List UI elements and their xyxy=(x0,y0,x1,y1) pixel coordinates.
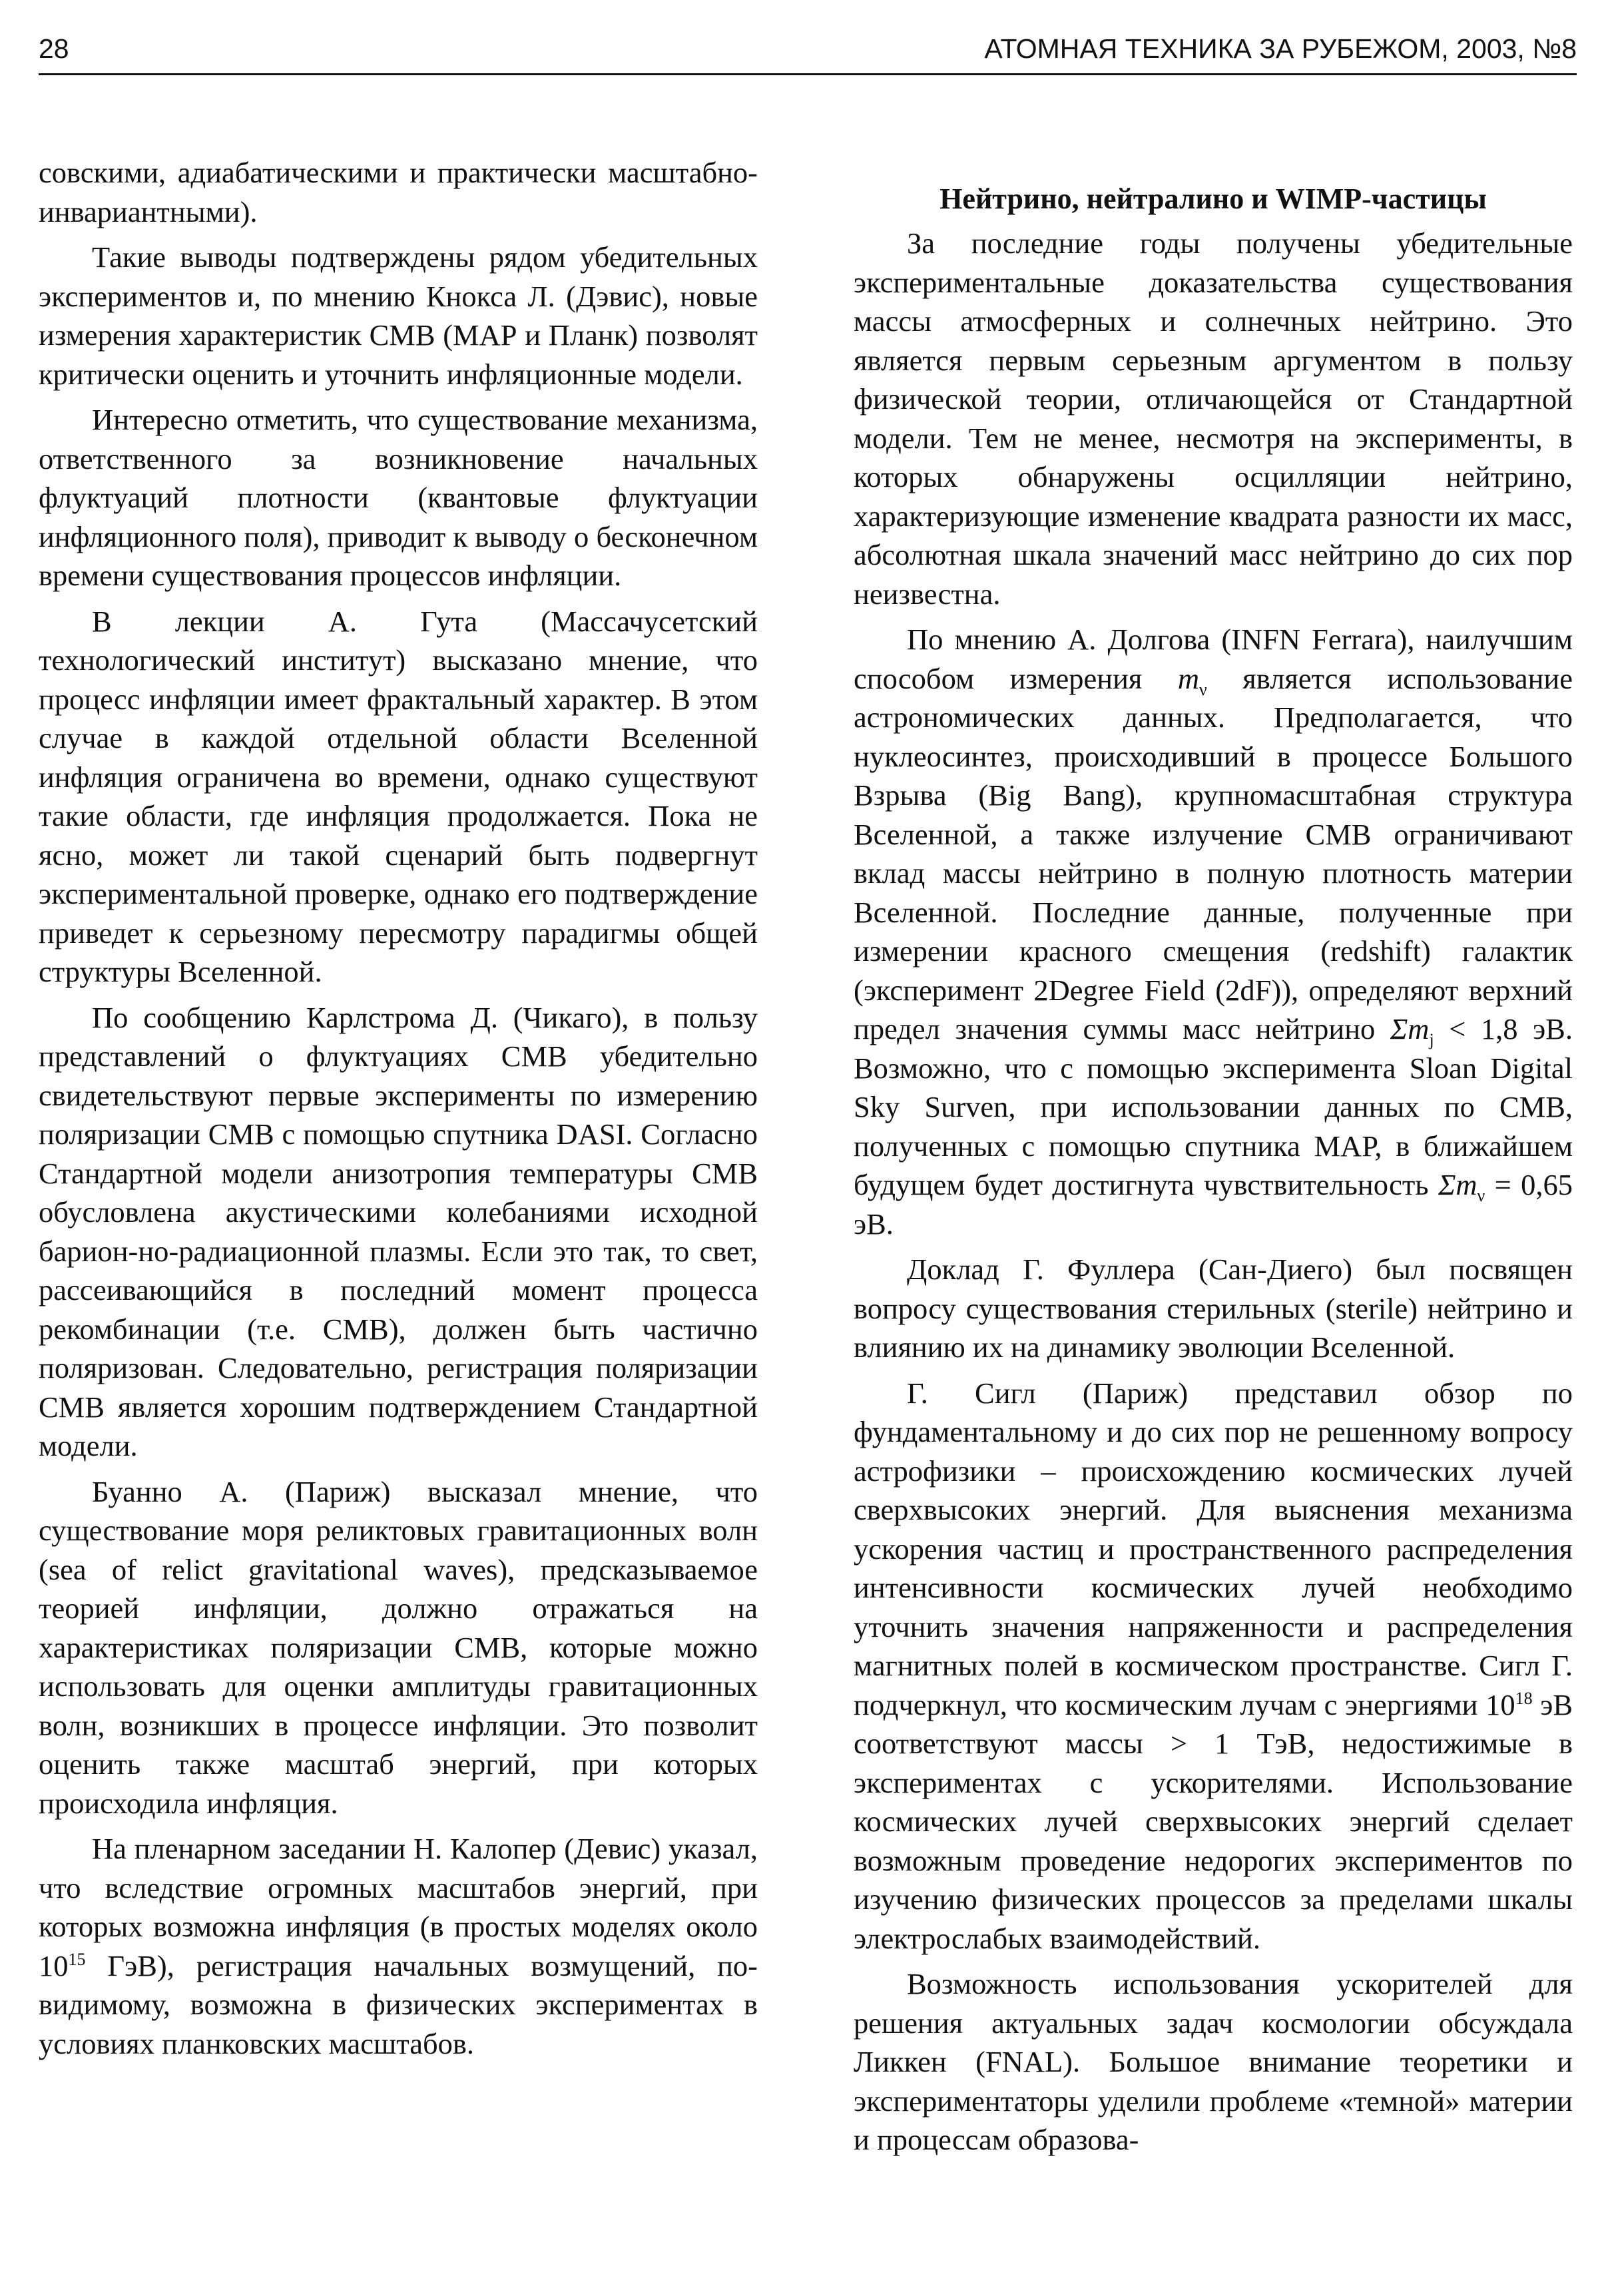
math-symbol: Σm xyxy=(1390,1012,1430,1045)
text-run: Г. Сигл (Париж) представил обзор по фундаментальному и до сих пор не решенному вопросу астрофизики – происхождению космических лучей сверхвысоких энергий. Для выяснения механизма ускорения частиц и пространственного распределения интенсивности космических лучей необходимо уточнить значения напряженности и распределения магнитных полей в космическом пространстве. Сигл Г. подчеркнул, что космическим лучам с энергиями 10 xyxy=(854,1376,1573,1721)
exponent: 18 xyxy=(1515,1688,1533,1708)
paragraph xyxy=(854,1374,1573,1958)
paragraph: Такие выводы подтверждены рядом убедительных экспериментов и, по мнению Кнокса Л. (Дэвис), новые измерения характеристик СМВ (МАР и Планк) позволят критически оценить и уточнить инфляционные модели. xyxy=(39,240,758,391)
right-column xyxy=(854,180,1573,2166)
math-subscript: ν xyxy=(1477,1185,1485,1205)
text-run: На пленарном заседании Н. Калопер (Девис) указал, что вследствие огромных масштабов энергий, при которых возможна инфляция (в простых моделях около 10 xyxy=(39,1832,758,1982)
text-run: По мнению А. Долгова (INFN Ferrara), наилучшим способом измерения xyxy=(854,623,1573,695)
text-run: эВ соответствуют массы > 1 ТэВ, недостижимые в экспериментах с ускорителями. Использование космических лучей сверхвысоких энергий сделает возможным проведение недорогих экспериментов по изучению физических процессов за пределами шкалы электрослабых взаимодействий. xyxy=(854,1687,1573,1955)
section-heading: Нейтрино, нейтралино и WIMP-частицы xyxy=(939,182,1487,215)
exponent: 15 xyxy=(68,1949,86,1969)
math-subscript: j xyxy=(1429,1029,1434,1049)
text-run: < 1,8 эВ. Возможно, что с помощью эксперимента Sloan Digital Sky Surven, при использовании данных по СМВ, полученных с помощью спутника МАР, в ближайшем будущем будет достигнута чувствительность xyxy=(854,1012,1573,1201)
math-subscript: ν xyxy=(1199,679,1207,699)
paragraph: Интересно отметить, что существование механизма, ответственного за возникновение начальных флуктуаций плотности (квантовые флуктуации инфляционного поля), приводит к выводу о бесконечном времени существования процессов инфляции. xyxy=(39,403,758,592)
paragraph: Буанно А. (Париж) высказал мнение, что существование моря реликтовых гравитационных волн (sea of relict gravitational waves), предсказываемое теорией инфляции, должно отражаться на характеристиках поляризации СМВ, которые можно использовать для оценки амплитуды гравитационных волн, возникших в процессе инфляции. Это позволит оценить также масштаб энергий, при которых происходила инфляция. xyxy=(39,1474,758,1820)
paragraph: Возможность использования ускорителей для решения актуальных задач космологии обсуждала Ликкен (FNAL). Большое внимание теоретики и экспериментаторы уделили проблеме «темной» материи и процессам образова- xyxy=(854,1967,1573,2156)
paragraph xyxy=(39,1829,758,2063)
math-symbol: Σm xyxy=(1438,1168,1477,1201)
text-run: ГэВ), регистрация начальных возмущений, по-видимому, возможна в физических экспериментах в условиях планковских масштабов. xyxy=(39,1948,758,2060)
journal-title: АТОМНАЯ ТЕХНИКА ЗА РУБЕЖОМ, 2003, №8 xyxy=(984,33,1577,64)
paragraph: За последние годы получены убедительные экспериментальные доказательства существования массы атмосферных и солнечных нейтрино. Это является первым серьезным аргументом в пользу физической теории, отличающейся от Стандартной модели. Тем не менее, несмотря на эксперименты, в которых обнаружены осцилляции нейтрино, характеризующие изменение квадрата разности их масс, абсолютная шкала значений масс нейтрино до сих пор неизвестна. xyxy=(854,226,1573,611)
text-run: является использование астрономических данных. Предполагается, что нуклеосинтез, происходивший в процессе Большого Взрыва (Big Bang), крупномасштабная структура Вселенной, а также излучение СМВ ограничивают вклад массы нейтрино в полную плотность материи Вселенной. Последние данные, полученные при измерении красного смещения (redshift) галактик (эксперимент 2Degree Field (2dF)), определяют верхний предел значения суммы масс нейтрино xyxy=(854,661,1573,1045)
left-column xyxy=(39,153,758,2070)
paragraph: Доклад Г. Фуллера (Сан-Диего) был посвящен вопросу существования стерильных (sterile) нейтрино и влиянию их на динамику эволюции Вселенной. xyxy=(854,1253,1573,1364)
paragraph: В лекции А. Гута (Массачусетский технологический институт) высказано мнение, что процесс инфляции имеет фрактальный характер. В этом случае в каждой отдельной области Вселенной инфляция ограничена во времени, однако существуют такие области, где инфляция продолжается. Пока не ясно, может ли такой сценарий быть подвергнут экспериментальной проверке, однако его подтверждение приведет к серьезному пересмотру парадигмы общей структуры Вселенной. xyxy=(39,604,758,988)
page-header xyxy=(39,33,1577,75)
paragraph: По сообщению Карлстрома Д. (Чикаго), в пользу представлений о флуктуациях СМВ убедительно свидетельствуют первые эксперименты по измерению поляризации СМВ с помощью спутника DASI. Согласно Стандартной модели анизотропия температуры СМВ обусловлена акустическими колебаниями исходной барион-но-радиационной плазмы. Если это так, то свет, рассеивающийся в последний момент процесса рекомбинации (т.е. СМВ), должен быть частично поляризован. Следовательно, регистрация поляризации СМВ является хорошим подтверждением Стандартной модели. xyxy=(39,1000,758,1462)
math-symbol: m xyxy=(1177,661,1200,695)
page-number: 28 xyxy=(39,33,69,64)
paragraph: совскими, адиабатическими и практически масштабно-инвариантными). xyxy=(39,156,758,228)
text-run: = 0,65 эВ. xyxy=(854,1168,1573,1241)
paragraph xyxy=(854,620,1573,1243)
